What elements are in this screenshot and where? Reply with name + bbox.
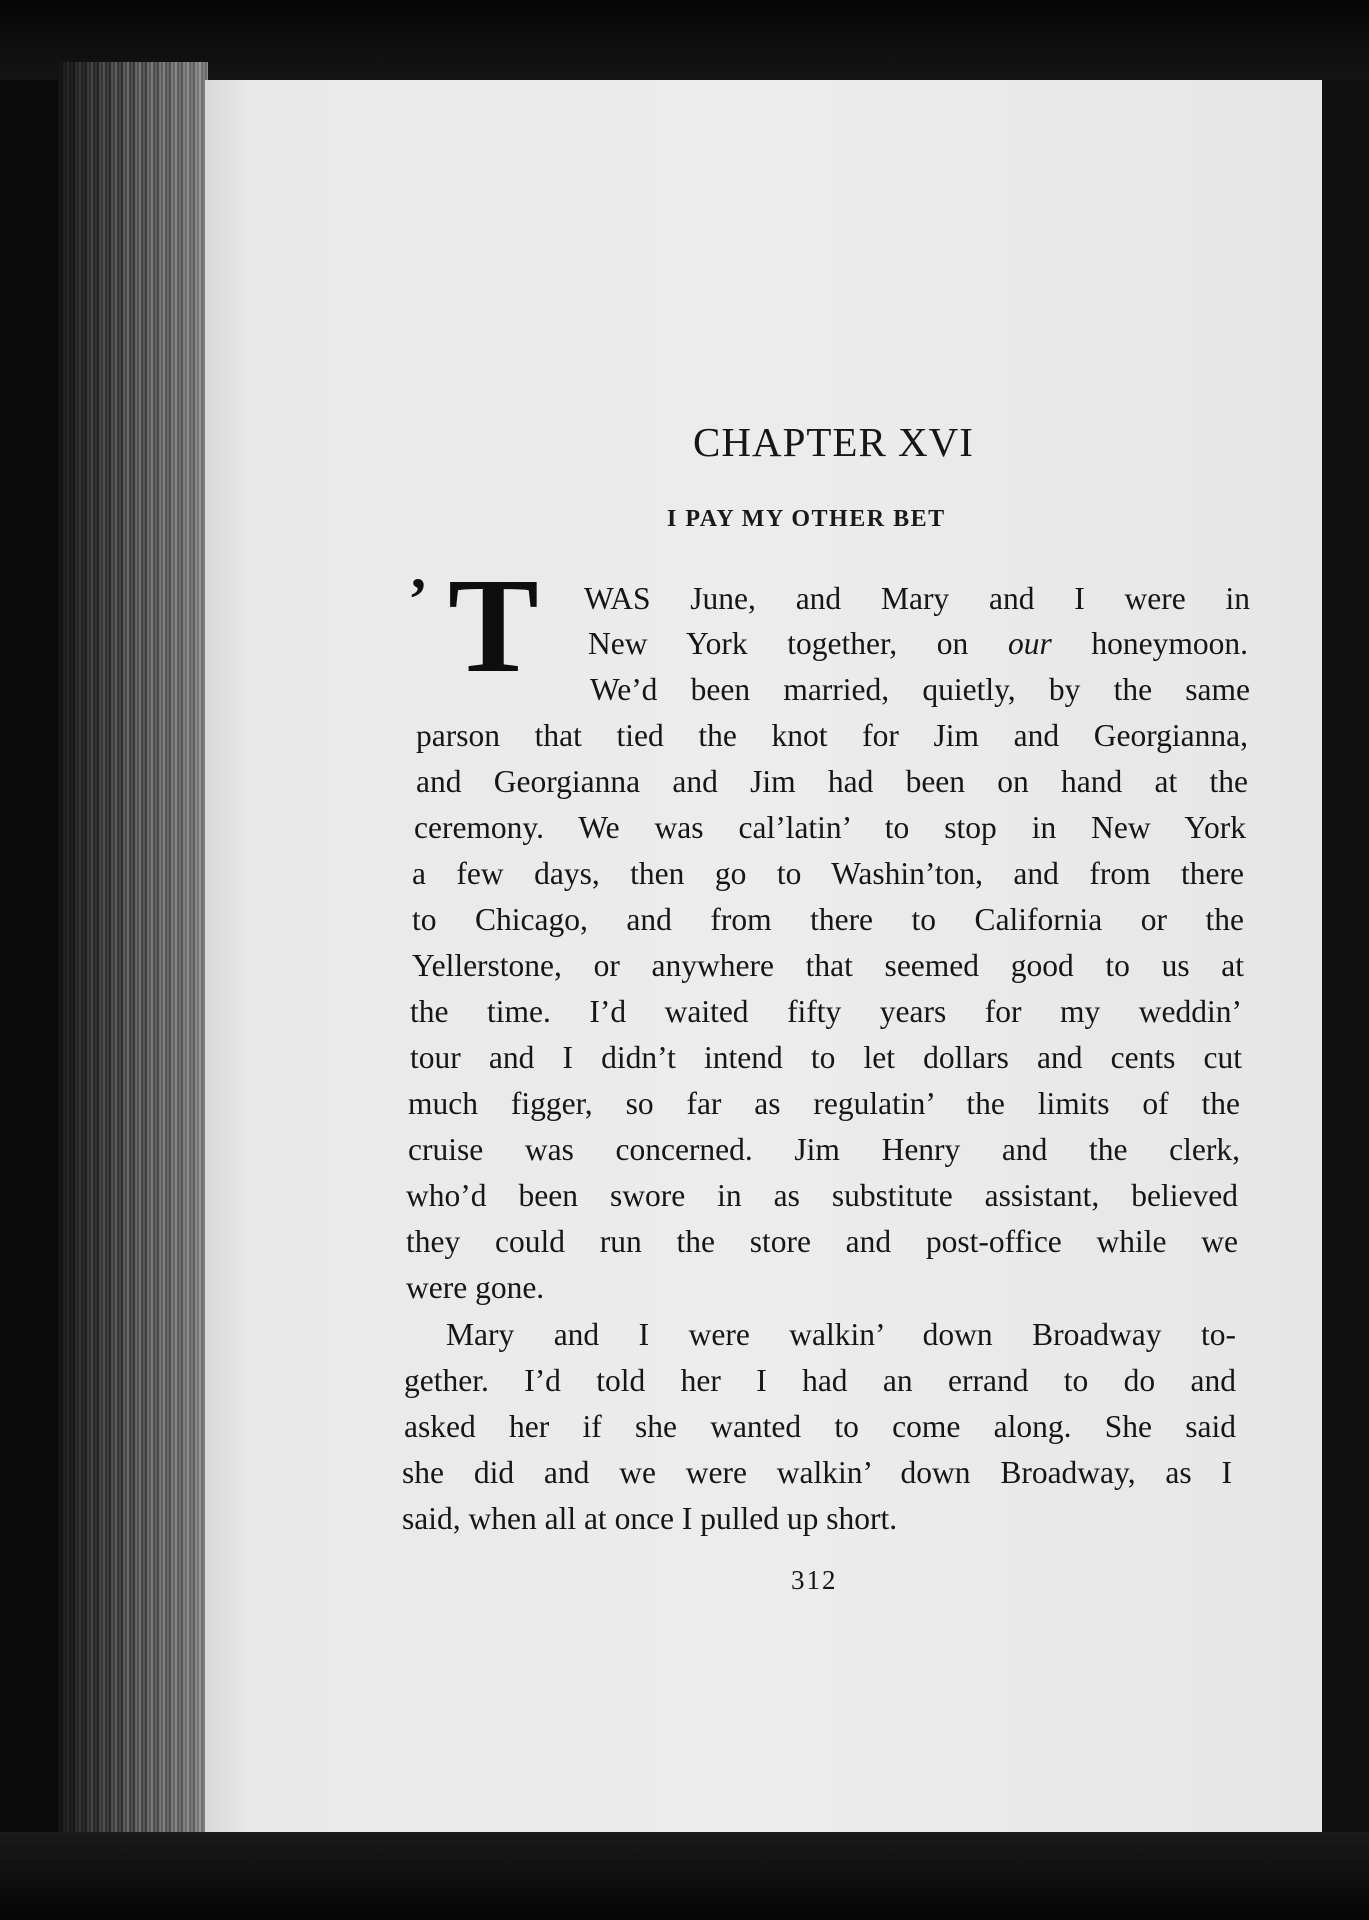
body-line: she did and we were walkin’ down Broadway, as I: [402, 1455, 1232, 1490]
scan-background-bottom: [0, 1832, 1369, 1920]
body-line: gether. I’d told her I had an errand to do and: [404, 1363, 1236, 1398]
body-line: a few days, then go to Washin’ton, and from there: [412, 856, 1244, 891]
body-line: Yellerstone, or anywhere that seemed good to us at: [412, 948, 1244, 983]
drop-cap-letter: T: [448, 551, 539, 701]
scan-background-right: [1326, 80, 1369, 1832]
body-line: parson that tied the knot for Jim and Georgianna,: [416, 718, 1248, 753]
body-line: WAS June, and Mary and I were in: [584, 581, 1250, 616]
body-line: they could run the store and post-office while we: [406, 1224, 1238, 1259]
body-line: tour and I didn’t intend to let dollars and cents cut: [410, 1040, 1242, 1075]
body-line: much figger, so far as regulatin’ the limits of the: [408, 1086, 1240, 1121]
body-line: asked her if she wanted to come along. She said: [404, 1409, 1236, 1444]
body-line: and Georgianna and Jim had been on hand at the: [416, 764, 1248, 799]
body-line: We’d been married, quietly, by the same: [590, 672, 1250, 707]
body-line-paragraph-end: said, when all at once I pulled up short.: [402, 1501, 898, 1536]
body-line: ceremony. We was cal’latin’ to stop in New York: [414, 810, 1246, 845]
body-line-paragraph-start: Mary and I were walkin’ down Broadway to-: [446, 1317, 1236, 1352]
page-number: 312: [791, 1565, 838, 1595]
opening-quote-mark: ’: [408, 566, 428, 632]
body-line-start: New York together, on: [588, 626, 1008, 661]
chapter-subtitle: I PAY MY OTHER BET: [667, 506, 946, 532]
body-line-with-emphasis: [588, 624, 1248, 664]
body-line: cruise was concerned. Jim Henry and the clerk,: [408, 1132, 1240, 1167]
body-line: who’d been swore in as substitute assistant, believed: [406, 1178, 1238, 1213]
book-page-edges: [58, 62, 208, 1842]
body-line-end: honeymoon.: [1051, 626, 1249, 661]
emphasized-word: our: [1007, 626, 1052, 661]
body-line-paragraph-end: were gone.: [406, 1270, 545, 1305]
chapter-title: CHAPTER XVI: [693, 419, 974, 465]
body-line: the time. I’d waited fifty years for my weddin’: [410, 994, 1242, 1029]
body-line: to Chicago, and from there to California or the: [412, 902, 1244, 937]
